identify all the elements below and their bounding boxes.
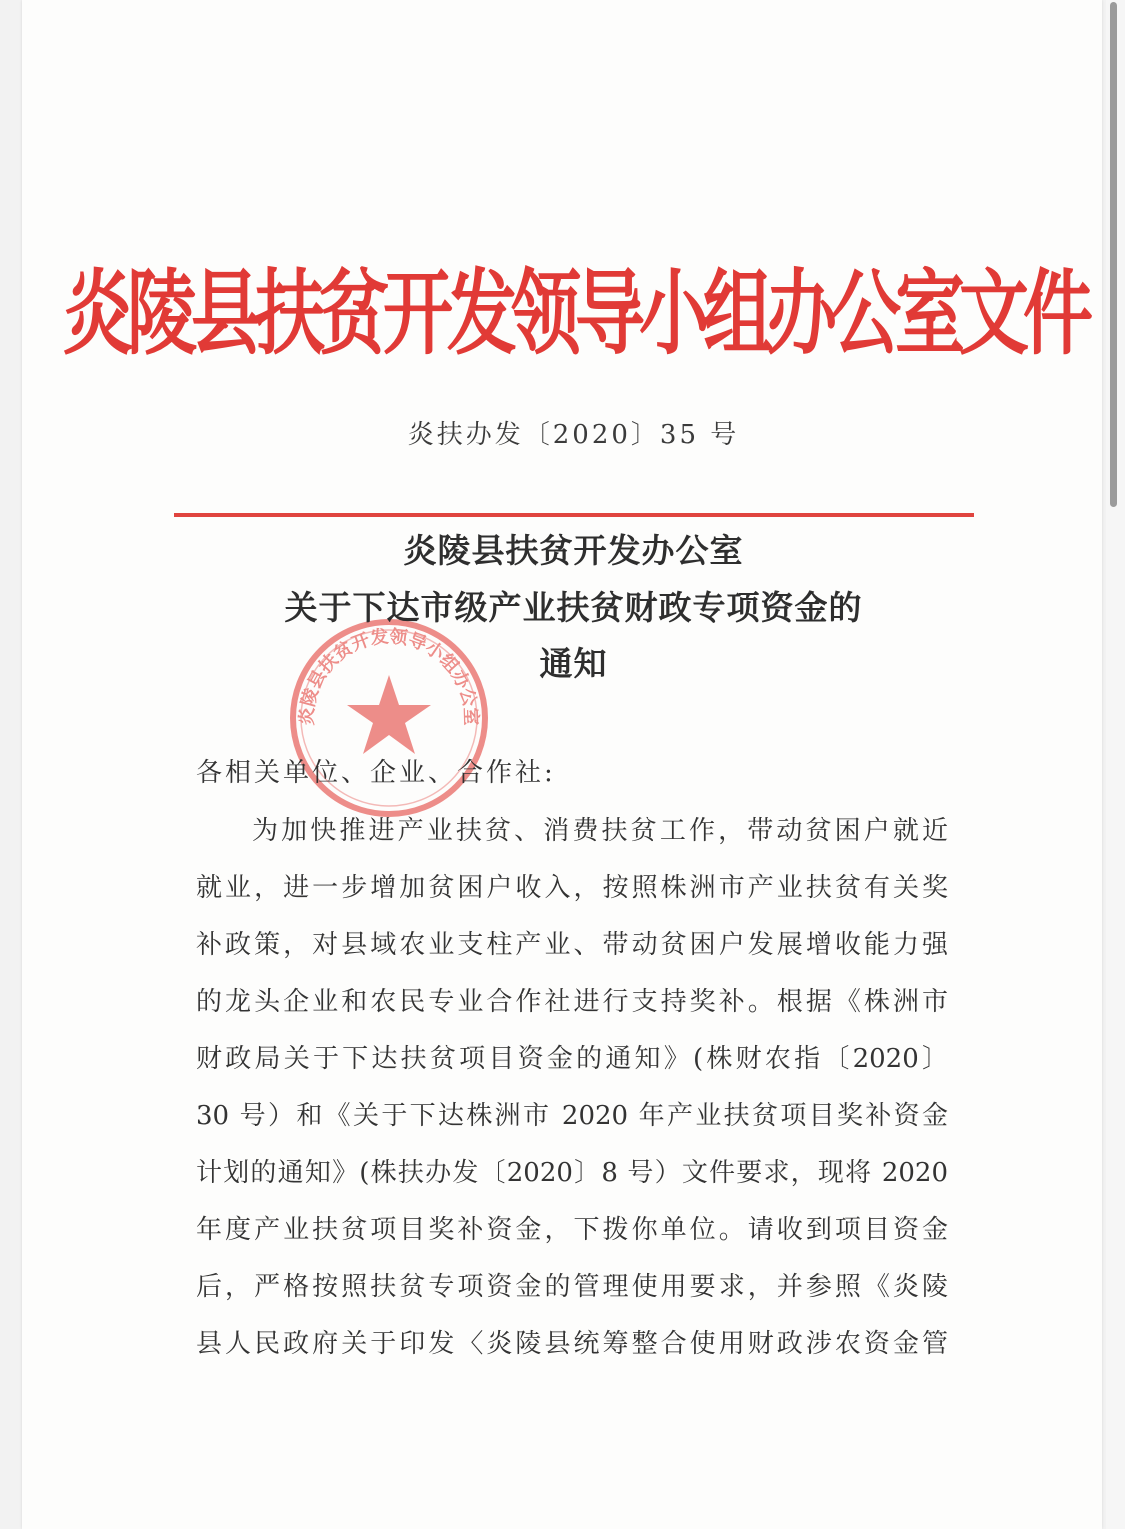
document-number: 炎扶办发〔2020〕35 号: [407, 420, 740, 450]
body-line: 计划的通知》(株扶办发〔2020〕8 号）文件要求，现将 2020: [196, 1158, 948, 1188]
body-line: 年度产业扶贫项目奖补资金，下拨你单位。请收到项目资金: [196, 1215, 948, 1245]
body-line: 30 号）和《关于下达株洲市 2020 年产业扶贫项目奖补资金: [196, 1101, 948, 1131]
red-divider-line: [174, 513, 974, 517]
seal-text: 炎陵县扶贫开发领导小组办公室: [296, 626, 482, 726]
notice-title-line-3: 通知: [539, 644, 608, 683]
body-line: 为加快推进产业扶贫、消费扶贫工作，带动贫困户就近: [252, 816, 948, 846]
body-line: 后，严格按照扶贫专项资金的管理使用要求，并参照《炎陵: [196, 1272, 948, 1302]
body-line: 补政策，对县域农业支柱产业、带动贫困户发展增收能力强: [196, 930, 948, 960]
seal-star-icon: [347, 675, 431, 754]
body-line: 就业，进一步增加贫困户收入，按照株洲市产业扶贫有关奖: [196, 873, 948, 903]
notice-title-line-1: 炎陵县扶贫开发办公室: [403, 531, 744, 570]
body-line: 财政局关于下达扶贫项目资金的通知》(株财农指〔2020〕: [196, 1044, 948, 1074]
notice-title-line-2: 关于下达市级产业扶贫财政专项资金的: [284, 588, 863, 627]
body-line: 县人民政府关于印发〈炎陵县统筹整合使用财政涉农资金管: [196, 1329, 948, 1359]
scrollbar-thumb[interactable]: [1110, 2, 1117, 507]
body-line: 的龙头企业和农民专业合作社进行支持奖补。根据《株洲市: [196, 987, 948, 1017]
salutation: 各相关单位、企业、合作社:: [196, 758, 556, 788]
masthead-title: 炎陵县扶贫开发领导小组办公室文件: [63, 257, 1087, 368]
